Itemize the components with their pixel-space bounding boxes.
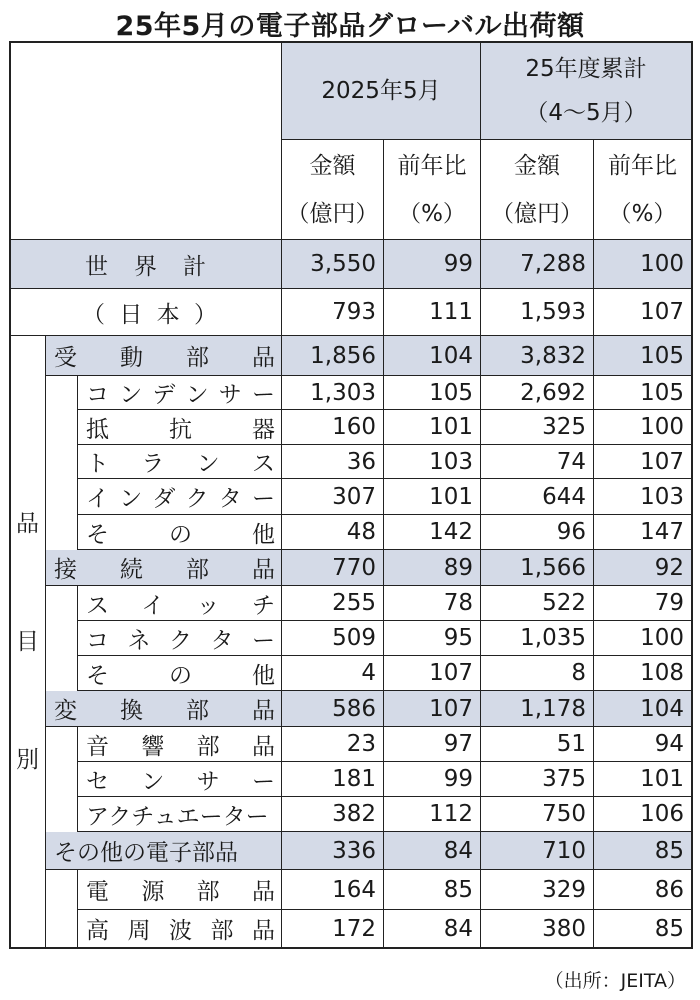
row-label-char: 源: [141, 879, 165, 905]
header-ratio-ytd: [594, 140, 692, 240]
indent-spacer: [46, 656, 78, 691]
row-label-char: ラ: [141, 451, 165, 477]
table-title: 25年5月の電子部品グローバル出荷額: [115, 11, 585, 42]
row-label-char: ク: [185, 486, 209, 512]
side-label-char: 別: [16, 746, 39, 773]
row-label: [78, 586, 282, 621]
cell-ytd-amount: 644: [481, 479, 594, 515]
row-label-char: の: [169, 662, 192, 689]
header-ratio-title: 前年比: [397, 152, 467, 179]
row-label: [78, 479, 282, 515]
cell-may-amount: 23: [282, 727, 384, 762]
row-label-char: サ: [218, 382, 242, 408]
cell-ytd-ratio: 100: [594, 240, 692, 289]
row-label-char: イ: [86, 486, 109, 512]
row-label-char: ン: [119, 486, 143, 512]
indent-spacer: [46, 727, 78, 762]
row-label-char: 接: [54, 557, 77, 583]
side-label-char: 品: [16, 510, 39, 537]
cell-ytd-amount: 325: [481, 410, 594, 445]
indent-spacer: [46, 797, 78, 832]
row-label-char: 部: [210, 918, 234, 944]
indent-spacer: [46, 445, 78, 479]
row-label: [46, 832, 282, 870]
cell-may-ratio: 85: [384, 870, 481, 910]
cell-may-ratio: 89: [384, 550, 481, 586]
row-label-char: （: [82, 301, 105, 328]
cell-may-ratio: 99: [384, 240, 481, 289]
row-label-char: 周: [127, 918, 151, 944]
row-label-char: ）: [193, 301, 217, 328]
row-label: [78, 727, 282, 762]
row-label-char: ン: [119, 382, 143, 408]
row-label: [10, 289, 282, 336]
row-label-char: 品: [251, 733, 275, 760]
row-label-char: セ: [86, 768, 109, 795]
cell-may-ratio: 111: [384, 289, 481, 336]
row-label-char: 他: [252, 662, 275, 689]
cell-ytd-ratio: 107: [594, 445, 692, 479]
indent-spacer: [46, 515, 78, 550]
row-label-char: 続: [120, 557, 143, 583]
cell-ytd-ratio: 86: [594, 870, 692, 910]
row-label-char: ー: [251, 768, 275, 795]
cell-may-amount: 770: [282, 550, 384, 586]
cell-may-amount: 1,856: [282, 336, 384, 376]
header-period-ytd-range: （4～5月）: [525, 99, 647, 126]
row-label: [46, 691, 282, 727]
header-period-ytd-label: 25年度累計: [525, 55, 647, 82]
cell-ytd-amount: 522: [481, 586, 594, 621]
cell-ytd-amount: 7,288: [481, 240, 594, 289]
row-label-char: 電: [86, 879, 109, 905]
row-label-char: 変: [54, 698, 77, 724]
row-label-char: 部: [186, 698, 209, 724]
header-ratio-unit: （%）: [608, 200, 677, 227]
cell-ytd-amount: 329: [481, 870, 594, 910]
row-label-char: 波: [169, 918, 192, 944]
cell-may-amount: 793: [282, 289, 384, 336]
side-label-category: [10, 336, 46, 948]
header-period-may-label: 2025年5月: [321, 77, 441, 104]
row-label-char: そ: [86, 521, 109, 548]
row-label-char: 抗: [169, 416, 192, 443]
row-label-char: 日: [119, 301, 143, 328]
header-ratio-may: [384, 140, 481, 240]
cell-may-amount: 1,303: [282, 376, 384, 410]
row-label-char: ー: [252, 627, 275, 654]
cell-ytd-ratio: 100: [594, 410, 692, 445]
cell-may-ratio: 84: [384, 832, 481, 870]
indent-spacer: [46, 376, 78, 410]
indent-spacer: [46, 870, 78, 910]
cell-ytd-amount: 8: [481, 656, 594, 691]
cell-may-amount: 164: [282, 870, 384, 910]
cell-ytd-ratio: 92: [594, 550, 692, 586]
header-amount-title: 金額: [514, 152, 560, 179]
cell-may-ratio: 103: [384, 445, 481, 479]
cell-may-amount: 509: [282, 621, 384, 656]
cell-ytd-amount: 74: [481, 445, 594, 479]
row-label-char: 他: [252, 521, 275, 548]
cell-may-amount: 382: [282, 797, 384, 832]
row-label-char: 部: [186, 345, 209, 371]
row-label-char: ン: [141, 768, 165, 795]
cell-ytd-ratio: 106: [594, 797, 692, 832]
header-amount-unit: （億円）: [491, 200, 583, 227]
cell-may-amount: 3,550: [282, 240, 384, 289]
row-label-char: ン: [196, 451, 220, 477]
row-label-char: タ: [210, 627, 234, 654]
row-label-char: 品: [252, 918, 275, 944]
cell-ytd-amount: 380: [481, 910, 594, 948]
cell-ytd-amount: 750: [481, 797, 594, 832]
row-label-char: 品: [251, 879, 275, 905]
row-label: [46, 550, 282, 586]
row-label-char: 世: [85, 253, 108, 280]
cell-may-ratio: 104: [384, 336, 481, 376]
cell-ytd-amount: 2,692: [481, 376, 594, 410]
row-label-char: 部: [196, 733, 220, 760]
row-label-char: ト: [86, 451, 109, 477]
indent-spacer: [46, 762, 78, 797]
cell-ytd-ratio: 101: [594, 762, 692, 797]
row-label-char: 品: [252, 557, 275, 583]
row-label-char: イ: [141, 592, 165, 619]
cell-may-ratio: 142: [384, 515, 481, 550]
row-label-char: チ: [251, 592, 275, 619]
row-label: [46, 336, 282, 376]
row-label: [78, 445, 282, 479]
row-label: [78, 376, 282, 410]
header-period-ytd: [481, 42, 692, 140]
row-label: [10, 240, 282, 289]
row-label-char: 抵: [86, 416, 109, 443]
row-label-char: 受: [54, 345, 77, 371]
row-label-char: コ: [86, 627, 109, 654]
row-label-char: ク: [169, 627, 192, 654]
cell-ytd-amount: 1,035: [481, 621, 594, 656]
row-label-char: 計: [183, 253, 206, 280]
cell-may-ratio: 95: [384, 621, 481, 656]
cell-may-ratio: 99: [384, 762, 481, 797]
row-label: [78, 797, 282, 832]
row-label-char: 器: [252, 416, 275, 443]
cell-may-amount: 36: [282, 445, 384, 479]
cell-may-ratio: 101: [384, 410, 481, 445]
row-label-char: アクチュエーター: [86, 803, 269, 830]
cell-may-amount: 160: [282, 410, 384, 445]
cell-may-ratio: 101: [384, 479, 481, 515]
cell-ytd-amount: 1,593: [481, 289, 594, 336]
row-label-char: の: [169, 521, 192, 548]
row-label-char: サ: [196, 768, 220, 795]
row-label: [78, 515, 282, 550]
cell-ytd-amount: 1,178: [481, 691, 594, 727]
row-label-char: ー: [251, 486, 275, 512]
row-label-char: その他の電子部品: [54, 840, 238, 866]
header-period-may: [282, 42, 481, 140]
header-ratio-unit: （%）: [398, 200, 466, 227]
indent-spacer: [46, 910, 78, 948]
cell-ytd-amount: 51: [481, 727, 594, 762]
cell-ytd-amount: 710: [481, 832, 594, 870]
source-note: （出所：JEITA）: [544, 970, 686, 992]
row-label-char: 界: [134, 253, 157, 280]
indent-spacer: [46, 410, 78, 445]
row-label-char: ー: [251, 382, 275, 408]
cell-may-ratio: 84: [384, 910, 481, 948]
row-label: [78, 410, 282, 445]
cell-may-ratio: 107: [384, 691, 481, 727]
header-amount-ytd: [481, 140, 594, 240]
row-label-char: 高: [86, 918, 109, 944]
cell-ytd-ratio: 107: [594, 289, 692, 336]
row-label-char: 換: [120, 698, 143, 724]
cell-may-amount: 181: [282, 762, 384, 797]
cell-may-ratio: 105: [384, 376, 481, 410]
indent-spacer: [46, 479, 78, 515]
cell-ytd-ratio: 105: [594, 336, 692, 376]
cell-ytd-ratio: 94: [594, 727, 692, 762]
row-label-char: 品: [252, 698, 275, 724]
row-label-char: 響: [141, 733, 165, 760]
row-label: [78, 762, 282, 797]
row-label-char: そ: [86, 662, 109, 689]
cell-ytd-amount: 375: [481, 762, 594, 797]
cell-may-amount: 307: [282, 479, 384, 515]
row-label-char: ッ: [196, 592, 220, 619]
row-label: [78, 870, 282, 910]
cell-may-amount: 586: [282, 691, 384, 727]
header-amount-title: 金額: [309, 152, 356, 179]
row-label-char: タ: [218, 486, 242, 512]
row-label-char: デ: [152, 382, 176, 408]
cell-may-ratio: 107: [384, 656, 481, 691]
cell-may-ratio: 112: [384, 797, 481, 832]
cell-may-amount: 336: [282, 832, 384, 870]
row-label-char: ン: [185, 382, 209, 408]
cell-ytd-ratio: 85: [594, 910, 692, 948]
row-label-char: 本: [156, 301, 180, 328]
row-label-char: 品: [252, 345, 275, 371]
cell-may-amount: 172: [282, 910, 384, 948]
cell-ytd-ratio: 108: [594, 656, 692, 691]
row-label-char: コ: [86, 382, 109, 408]
cell-ytd-ratio: 147: [594, 515, 692, 550]
row-label-char: ス: [251, 451, 275, 477]
cell-may-ratio: 97: [384, 727, 481, 762]
header-corner: [10, 42, 282, 240]
header-amount-unit: （億円）: [286, 200, 379, 227]
row-label-char: 部: [186, 557, 209, 583]
row-label-char: 音: [86, 733, 109, 760]
cell-ytd-ratio: 104: [594, 691, 692, 727]
cell-may-amount: 4: [282, 656, 384, 691]
row-label: [78, 910, 282, 948]
indent-spacer: [46, 621, 78, 656]
side-label-char: 目: [16, 628, 39, 655]
cell-ytd-ratio: 85: [594, 832, 692, 870]
row-label-char: 部: [196, 879, 220, 905]
cell-may-amount: 255: [282, 586, 384, 621]
row-label: [78, 656, 282, 691]
cell-may-amount: 48: [282, 515, 384, 550]
indent-spacer: [46, 586, 78, 621]
row-label: [78, 621, 282, 656]
cell-ytd-ratio: 103: [594, 479, 692, 515]
row-label-char: ネ: [127, 627, 151, 654]
header-ratio-title: 前年比: [608, 152, 677, 179]
cell-ytd-amount: 96: [481, 515, 594, 550]
cell-ytd-ratio: 105: [594, 376, 692, 410]
cell-ytd-ratio: 79: [594, 586, 692, 621]
header-amount-may: [282, 140, 384, 240]
cell-ytd-amount: 1,566: [481, 550, 594, 586]
cell-ytd-ratio: 100: [594, 621, 692, 656]
row-label-char: 動: [120, 345, 143, 371]
cell-ytd-amount: 3,832: [481, 336, 594, 376]
row-label-char: ス: [86, 592, 109, 619]
cell-may-ratio: 78: [384, 586, 481, 621]
row-label-char: ダ: [152, 486, 176, 512]
